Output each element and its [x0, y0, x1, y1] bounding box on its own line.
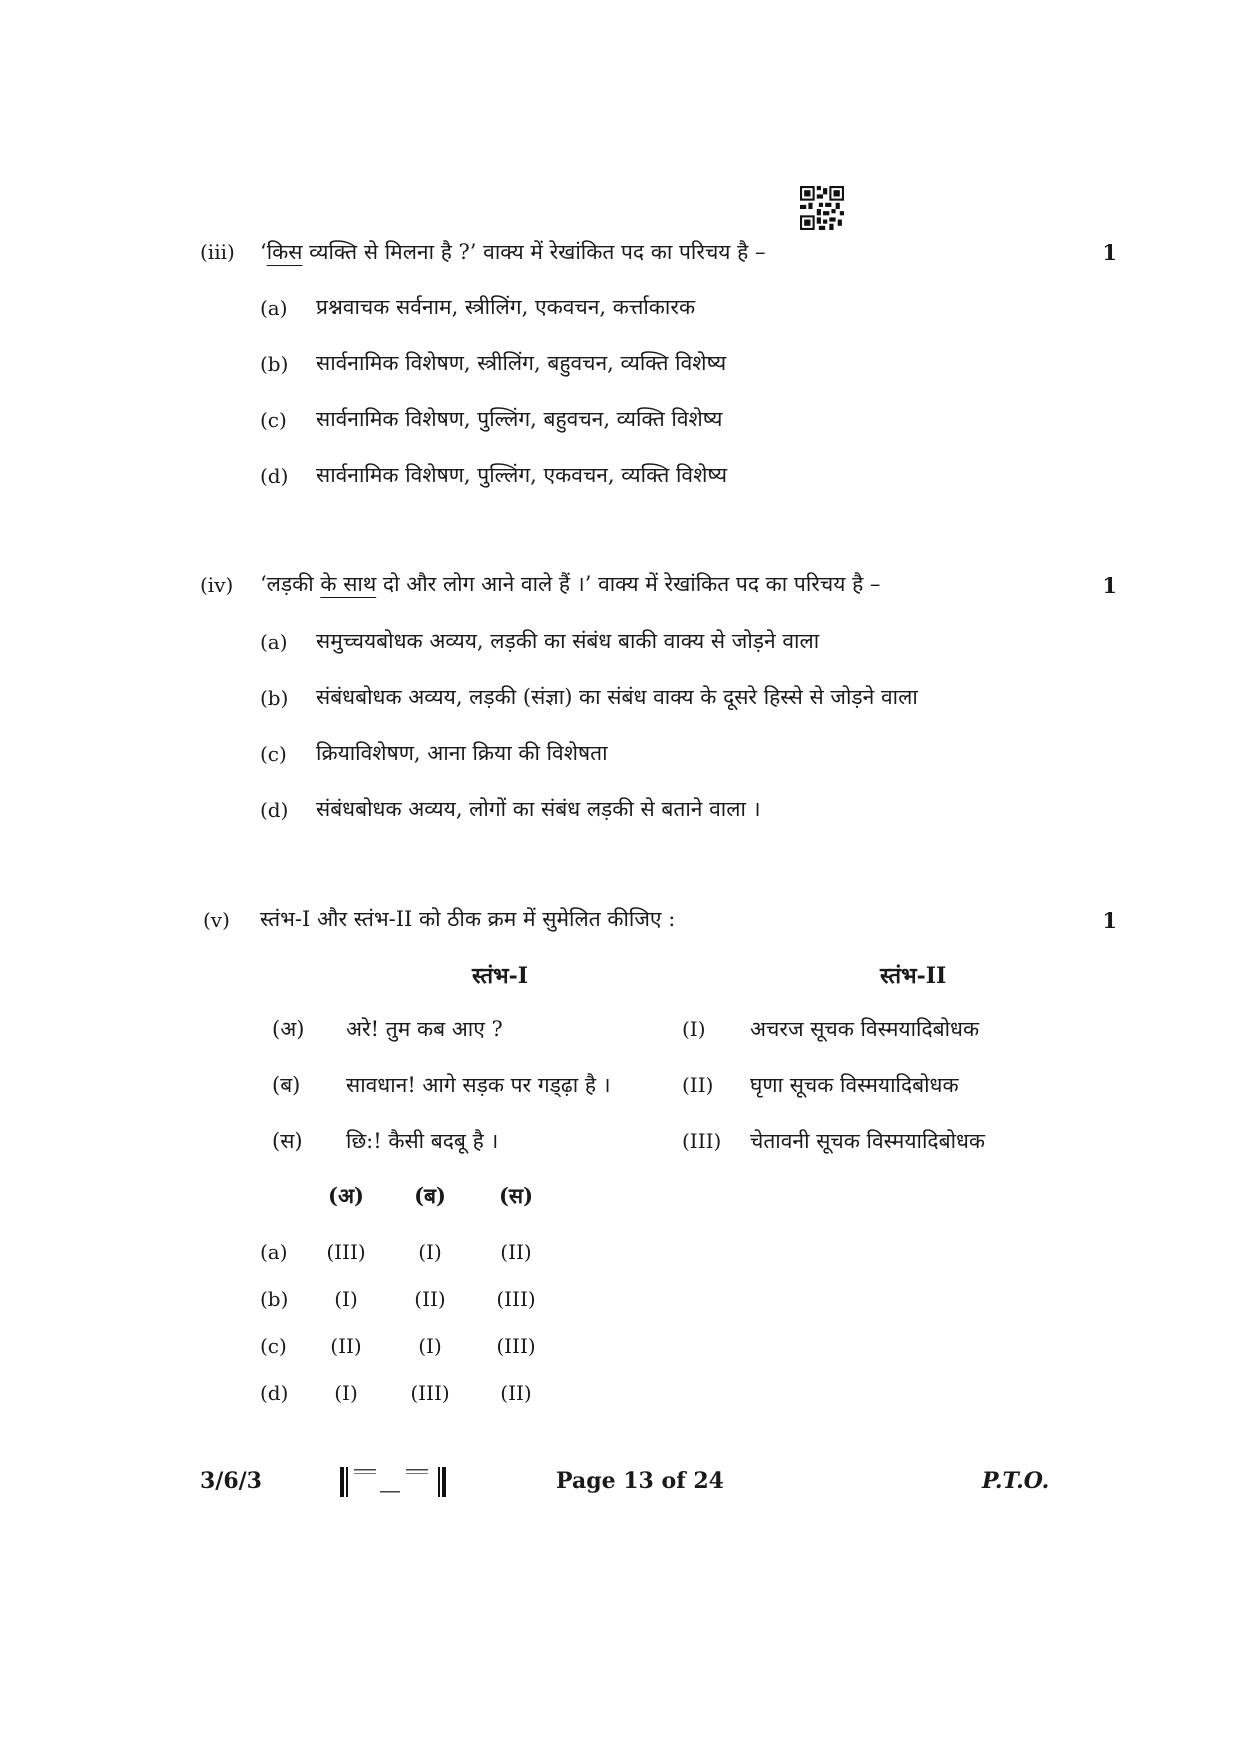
paper-code: 3/6/3	[200, 1468, 262, 1494]
option-text: प्रश्नवाचक सर्वनाम, स्त्रीलिंग, एकवचन, कर्त्ताकारक	[316, 295, 696, 319]
question-text-part: व्यक्ति से मिलना है ?’ वाक्य में रेखांकित पद का परिचय है –	[302, 240, 766, 264]
answer-cell: (II)	[500, 1240, 532, 1264]
column-2-item: अचरज सूचक विस्मयादिबोधक	[750, 1017, 980, 1041]
column-1-item: छि:! कैसी बदबू है ।	[346, 1129, 499, 1153]
option-label: (b)	[260, 686, 289, 710]
answer-header: (ब)	[414, 1183, 446, 1208]
option-text: समुच्चयबोधक अव्यय, लड़की का संबंध बाकी वाक्य से जोड़ने वाला	[316, 629, 820, 653]
answer-cell: (I)	[418, 1334, 442, 1358]
answer-cell: (II)	[500, 1381, 532, 1405]
page-number: Page 13 of 24	[556, 1468, 724, 1494]
option-text: संबंधबोधक अव्यय, लोगों का संबंध लड़की से बताने वाला ।	[316, 797, 761, 821]
question-number: (iv)	[200, 573, 234, 597]
column-1-label: (ब)	[272, 1073, 301, 1097]
column-2-item: चेतावनी सूचक विस्मयादिबोधक	[750, 1129, 986, 1153]
option-label: (b)	[260, 352, 289, 376]
option-text: सार्वनामिक विशेषण, पुल्लिंग, एकवचन, व्यक्ति विशेष्य	[316, 463, 728, 487]
question-text-part: ‘लड़की	[260, 572, 321, 596]
marks: 1	[1102, 908, 1117, 933]
answer-header: (स)	[498, 1183, 534, 1208]
answer-header: (अ)	[328, 1183, 364, 1208]
option-label: (c)	[260, 408, 287, 432]
column-2-item: घृणा सूचक विस्मयादिबोधक	[750, 1073, 959, 1097]
option-text: सार्वनामिक विशेषण, स्त्रीलिंग, बहुवचन, व्यक्ति विशेष्य	[316, 351, 727, 375]
option-label: (a)	[260, 296, 288, 320]
column-2-label: (III)	[682, 1129, 722, 1153]
column-2-heading: स्तंभ-II	[880, 963, 947, 989]
column-1-heading: स्तंभ-I	[472, 963, 528, 989]
question-text	[260, 238, 765, 266]
answer-cell: (III)	[496, 1334, 536, 1358]
option-label: (a)	[260, 630, 288, 654]
column-1-item: सावधान! आगे सड़क पर गड्ढ़ा है ।	[346, 1073, 611, 1097]
answer-option-label: (b)	[260, 1287, 289, 1311]
answer-option-label: (a)	[260, 1240, 288, 1264]
barcode-icon	[340, 1467, 446, 1497]
marks: 1	[1102, 573, 1117, 598]
option-label: (d)	[260, 798, 289, 822]
underlined-word: किस	[266, 240, 303, 264]
column-1-label: (अ)	[272, 1017, 305, 1041]
option-text: संबंधबोधक अव्यय, लड़की (संज्ञा) का संबंध वाक्य के दूसरे हिस्से से जोड़ने वाला	[316, 685, 918, 709]
question-text-part: ‘	[260, 240, 267, 264]
underlined-word: के साथ	[320, 572, 377, 596]
column-1-item: अरे! तुम कब आए ?	[346, 1017, 503, 1041]
answer-option-label: (c)	[260, 1334, 287, 1358]
option-label: (c)	[260, 742, 287, 766]
answer-cell: (III)	[496, 1287, 536, 1311]
option-text: क्रियाविशेषण, आना क्रिया की विशेषता	[316, 741, 608, 765]
question-text: स्तंभ-I और स्तंभ-II को ठीक क्रम में सुमेलित कीजिए :	[260, 907, 676, 931]
answer-cell: (I)	[334, 1381, 358, 1405]
answer-cell: (III)	[326, 1240, 366, 1264]
option-text: सार्वनामिक विशेषण, पुल्लिंग, बहुवचन, व्यक्ति विशेष्य	[316, 407, 723, 431]
marks: 1	[1102, 240, 1117, 265]
column-1-label: (स)	[272, 1129, 303, 1153]
column-2-label: (I)	[682, 1017, 706, 1041]
column-2-label: (II)	[682, 1073, 714, 1097]
option-label: (d)	[260, 464, 289, 488]
question-number: (iii)	[200, 240, 235, 264]
question-number: (v)	[203, 908, 230, 932]
answer-cell: (I)	[418, 1240, 442, 1264]
answer-cell: (I)	[334, 1287, 358, 1311]
answer-option-label: (d)	[260, 1381, 289, 1405]
question-text	[260, 570, 880, 598]
answer-cell: (III)	[410, 1381, 450, 1405]
answer-cell: (II)	[330, 1334, 362, 1358]
question-text-part: दो और लोग आने वाले हैं ।’ वाक्य में रेखांकित पद का परिचय है –	[376, 572, 881, 596]
qr-code-icon	[800, 186, 844, 230]
pto-label: P.T.O.	[982, 1468, 1050, 1494]
answer-cell: (II)	[414, 1287, 446, 1311]
